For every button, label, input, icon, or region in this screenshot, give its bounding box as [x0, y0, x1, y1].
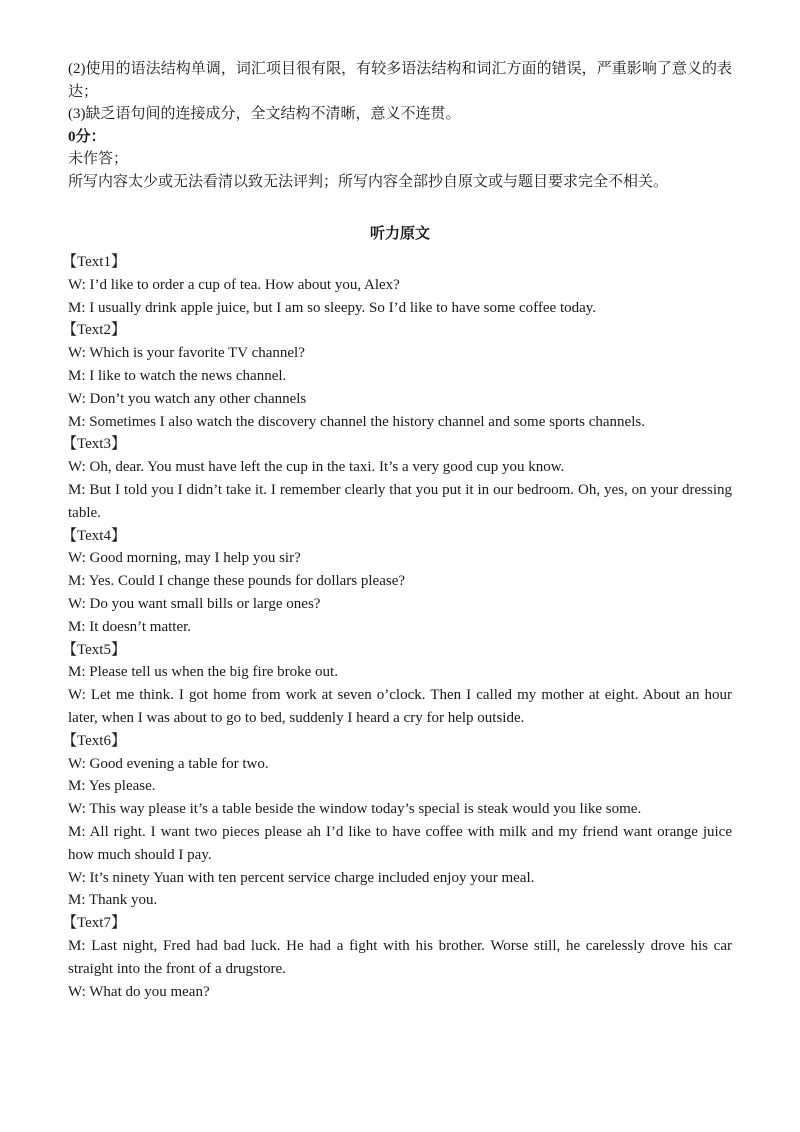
dialogue-line: M: Last night, Fred had bad luck. He had a fight with his brother. Worse still, he carelessly drove his car straight into the front of a drugstore.: [68, 937, 732, 977]
dialogue-line: W: I’d like to order a cup of tea. How about you, Alex?: [68, 276, 400, 293]
dialogue-line: W: Do you want small bills or large ones?: [68, 595, 321, 612]
dialogue-line: M: Sometimes I also watch the discovery channel the history channel and some sports channels.: [68, 413, 645, 430]
dialogue-line: M: I usually drink apple juice, but I am so sleepy. So I’d like to have some coffee today.: [68, 299, 597, 316]
text-5: [62, 639, 732, 730]
text-6: [62, 730, 732, 912]
text-4: [62, 525, 732, 639]
dialogue-line: M: Yes please.: [68, 778, 156, 795]
text-label: 【Text5】: [62, 641, 126, 658]
zero-score-item: 所写内容太少或无法看清以致无法评判；所写内容全部抄自原文或与题目要求完全不相关。: [68, 173, 669, 190]
dialogue-line: W: Good morning, may I help you sir?: [68, 550, 301, 567]
dialogue-line: M: Thank you.: [68, 892, 158, 909]
text-label: 【Text7】: [62, 915, 126, 932]
zero-score-item: 未作答；: [68, 151, 129, 167]
text-label: 【Text3】: [62, 436, 126, 453]
dialogue-line: M: All right. I want two pieces please ah I’d like to have coffee with milk and my friend want orange juice how much should I pay.: [68, 823, 732, 863]
document-page: [62, 58, 732, 1003]
dialogue-line: W: Let me think. I got home from work at seven o’clock. Then I called my mother at eight. About an hour later, when I was about to go to bed, suddenly I heard a cry for help outside.: [68, 687, 732, 726]
listening-transcript: [62, 251, 732, 1003]
transcript-title: 听力原文: [369, 226, 430, 242]
dialogue-line: W: Oh, dear. You must have left the cup in the taxi. It’s a very good cup you know.: [68, 459, 565, 476]
rubric-item: (2)使用的语法结构单调，词汇项目很有限，有较多语法结构和词汇方面的错误，严重影响了意义的表达；: [68, 61, 732, 100]
dialogue-line: M: Please tell us when the big fire broke out.: [68, 664, 338, 681]
dialogue-line: W: Which is your favorite TV channel?: [68, 345, 305, 362]
dialogue-line: M: But I told you I didn’t take it. I remember clearly that you put it in our bedroom. Oh, yes, on your dressing table.: [68, 481, 732, 521]
text-label: 【Text4】: [62, 527, 126, 544]
dialogue-line: M: Yes. Could I change these pounds for dollars please?: [68, 573, 406, 590]
dialogue-line: M: It doesn’t matter.: [68, 618, 192, 635]
text-3: [62, 433, 732, 524]
text-label: 【Text6】: [62, 732, 126, 749]
text-2: [62, 319, 732, 433]
text-7: [62, 912, 732, 1003]
text-label: 【Text2】: [62, 322, 126, 339]
scoring-rubric: [68, 58, 732, 193]
zero-score-label: 0分：: [68, 128, 106, 145]
dialogue-line: W: What do you mean?: [68, 983, 210, 1000]
text-label: 【Text1】: [62, 254, 126, 270]
dialogue-line: W: Good evening a table for two.: [68, 755, 269, 772]
text-1: [62, 251, 732, 319]
dialogue-line: W: This way please it’s a table beside the window today’s special is steak would you like some.: [68, 801, 642, 818]
dialogue-line: W: Don’t you watch any other channels: [68, 390, 307, 407]
rubric-item: (3)缺乏语句间的连接成分，全文结构不清晰，意义不连贯。: [68, 106, 461, 122]
dialogue-line: M: I like to watch the news channel.: [68, 367, 287, 384]
dialogue-line: W: It’s ninety Yuan with ten percent service charge included enjoy your meal.: [68, 869, 535, 886]
